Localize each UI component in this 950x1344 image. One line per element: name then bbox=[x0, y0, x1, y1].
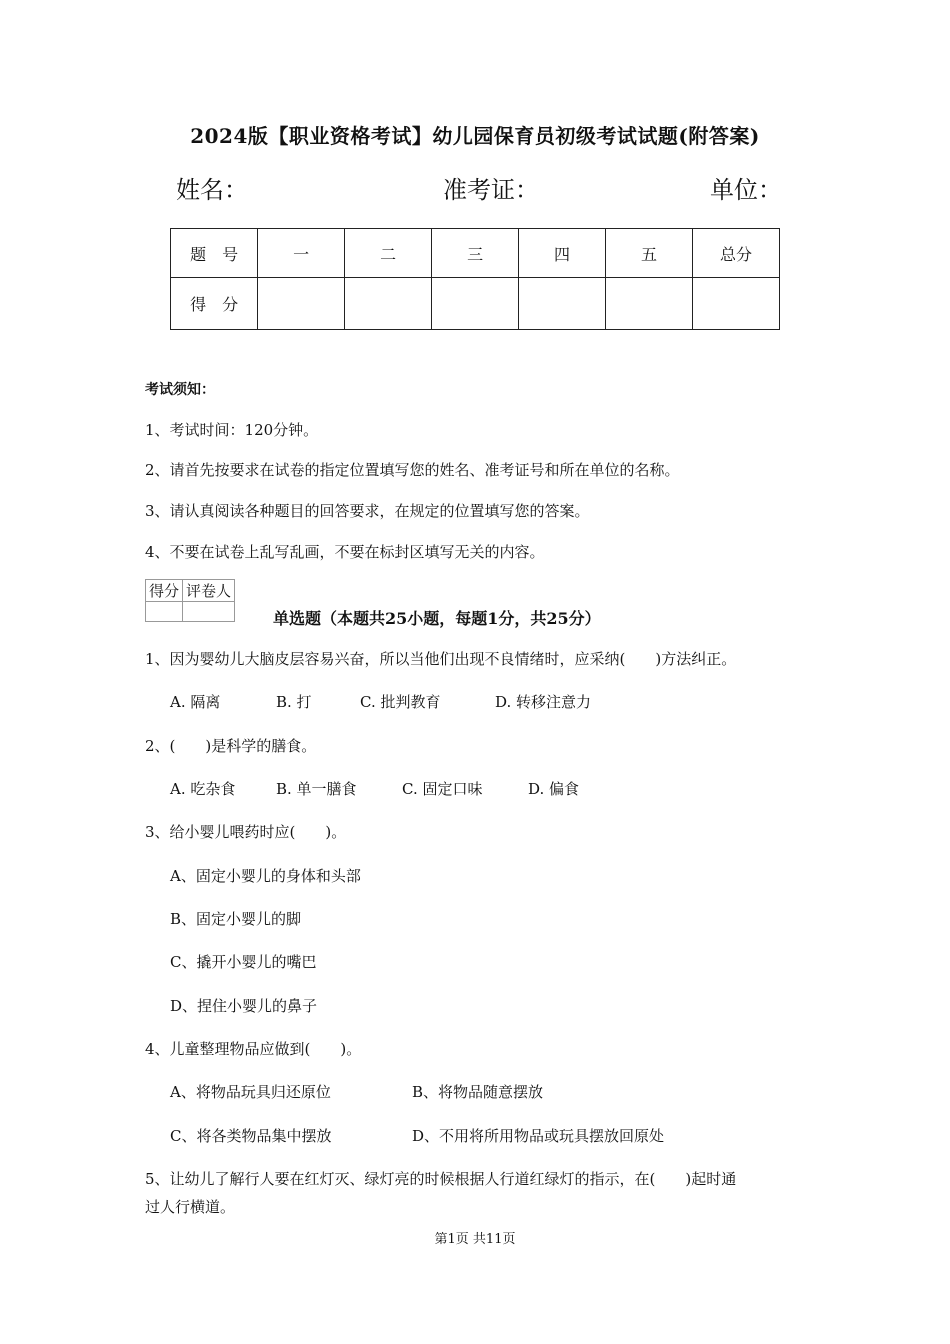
score-table-header-row bbox=[171, 229, 780, 278]
question-5-stem-continued: 过人行横道。 bbox=[145, 1198, 236, 1216]
question-4-option-a[interactable]: A、将物品玩具归还原位 bbox=[170, 1083, 331, 1101]
question-2-option-b[interactable]: B. 单一膳食 bbox=[276, 780, 357, 798]
exam-id-field-label: 准考证： bbox=[443, 176, 539, 204]
notice-item: 2、请首先按要求在试卷的指定位置填写您的姓名、准考证号和所在单位的名称。 bbox=[145, 461, 680, 479]
score-cell-5[interactable] bbox=[606, 278, 693, 330]
section-2-header: 二 bbox=[345, 229, 432, 278]
question-3-option-b[interactable]: B、固定小婴儿的脚 bbox=[170, 910, 302, 928]
score-table bbox=[170, 228, 780, 330]
score-label: 得 分 bbox=[171, 278, 258, 330]
question-4-option-b[interactable]: B、将物品随意摆放 bbox=[412, 1083, 544, 1101]
score-cell-4[interactable] bbox=[519, 278, 606, 330]
notice-item: 1、考试时间：120分钟。 bbox=[145, 421, 319, 439]
grader-score-cell[interactable] bbox=[146, 602, 183, 622]
question-1-stem: 1、因为婴幼儿大脑皮层容易兴奋，所以当他们出现不良情绪时，应采纳( )方法纠正。 bbox=[145, 650, 737, 668]
score-cell-3[interactable] bbox=[432, 278, 519, 330]
section-3-header: 三 bbox=[432, 229, 519, 278]
question-2-option-d[interactable]: D. 偏食 bbox=[528, 780, 580, 798]
question-4-option-d[interactable]: D、不用将所用物品或玩具摆放回原处 bbox=[412, 1127, 665, 1145]
question-2-option-c[interactable]: C. 固定口味 bbox=[402, 780, 483, 798]
question-1-option-c[interactable]: C. 批判教育 bbox=[360, 693, 441, 711]
question-3-option-d[interactable]: D、捏住小婴儿的鼻子 bbox=[170, 997, 318, 1015]
question-3-option-a[interactable]: A、固定小婴儿的身体和头部 bbox=[170, 867, 361, 885]
question-3-option-c[interactable]: C、撬开小婴儿的嘴巴 bbox=[170, 953, 317, 971]
question-number-label: 题 号 bbox=[171, 229, 258, 278]
page-footer: 第1页 共11页 bbox=[434, 1232, 516, 1247]
exam-title: 2024版【职业资格考试】幼儿园保育员初级考试试题(附答案) bbox=[190, 124, 760, 148]
unit-field-label: 单位： bbox=[710, 176, 782, 204]
question-2-stem: 2、( )是科学的膳食。 bbox=[145, 737, 317, 755]
question-1-option-b[interactable]: B. 打 bbox=[276, 693, 312, 711]
name-field-label: 姓名： bbox=[176, 176, 248, 204]
grader-name-cell[interactable] bbox=[183, 602, 235, 622]
grader-name-label: 评卷人 bbox=[183, 580, 235, 602]
question-3-stem: 3、给小婴儿喂药时应( )。 bbox=[145, 823, 347, 841]
question-4-stem: 4、儿童整理物品应做到( )。 bbox=[145, 1040, 362, 1058]
total-header: 总分 bbox=[692, 229, 779, 278]
notice-item: 4、不要在试卷上乱写乱画，不要在标封区填写无关的内容。 bbox=[145, 543, 545, 561]
score-cell-total[interactable] bbox=[692, 278, 779, 330]
section-4-header: 四 bbox=[519, 229, 606, 278]
score-cell-1[interactable] bbox=[258, 278, 345, 330]
question-4-option-c[interactable]: C、将各类物品集中摆放 bbox=[170, 1127, 332, 1145]
question-5-stem: 5、让幼儿了解行人要在红灯灭、绿灯亮的时候根据人行道红绿灯的指示，在( )起时通 bbox=[145, 1170, 737, 1188]
score-table-score-row bbox=[171, 278, 780, 330]
notice-item: 3、请认真阅读各种题目的回答要求，在规定的位置填写您的答案。 bbox=[145, 502, 590, 520]
grader-box bbox=[145, 579, 235, 622]
section-title: 单选题（本题共25小题，每题1分，共25分） bbox=[273, 609, 601, 628]
question-1-option-a[interactable]: A. 隔离 bbox=[170, 693, 221, 711]
notice-heading: 考试须知： bbox=[145, 382, 215, 398]
section-1-header: 一 bbox=[258, 229, 345, 278]
grader-score-label: 得分 bbox=[146, 580, 183, 602]
question-2-option-a[interactable]: A. 吃杂食 bbox=[170, 780, 236, 798]
section-5-header: 五 bbox=[606, 229, 693, 278]
question-1-option-d[interactable]: D. 转移注意力 bbox=[495, 693, 592, 711]
score-cell-2[interactable] bbox=[345, 278, 432, 330]
